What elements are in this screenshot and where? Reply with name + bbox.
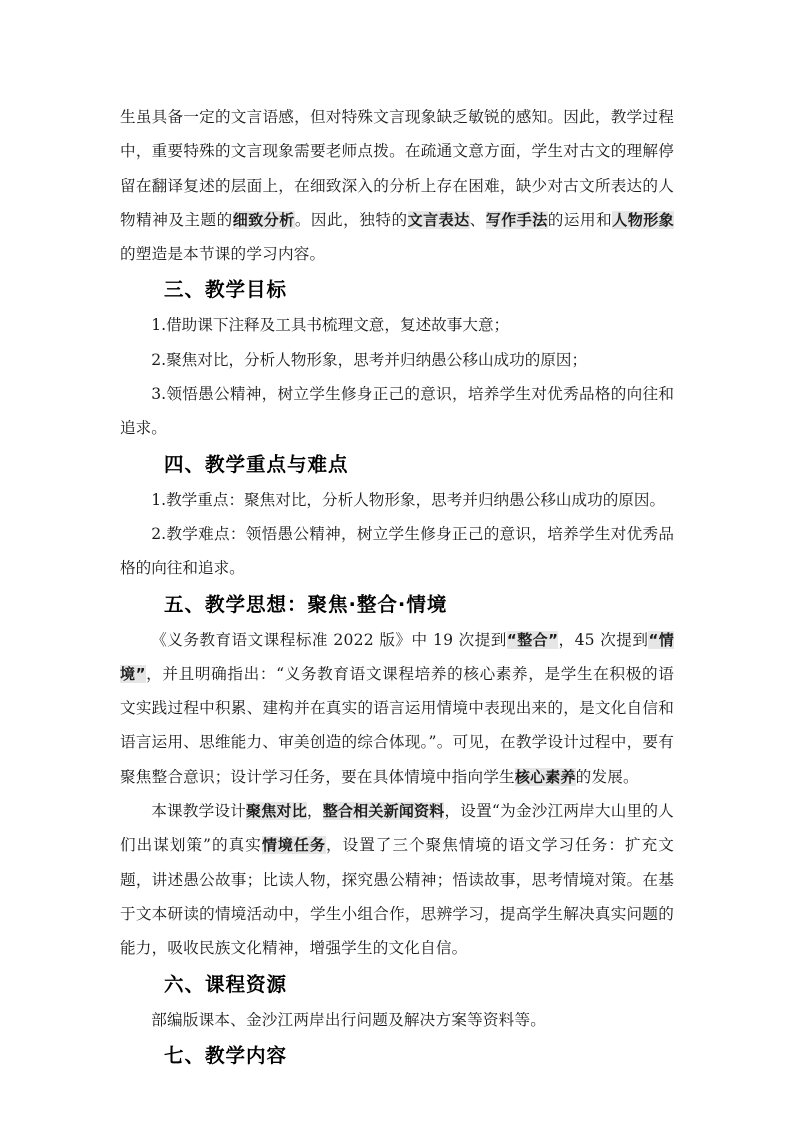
heading-teaching-philosophy: 五、教学思想：聚焦·整合·情境 (164, 592, 448, 616)
text-run: ，设置“为金沙江两岸大山里的人们出谋划策”的真实 (120, 802, 674, 855)
objective-item-1: 1.借助课下注释及工具书梳理文意，复述故事大意； (151, 316, 510, 335)
text-run: 的塑造是本节课的学习内容。 (120, 245, 326, 264)
difficult-point-item: 2.教学难点：领悟愚公精神，树立学生修身正己的意识，培养学生对优秀品格的向往和追求。 (120, 524, 674, 578)
heading-key-and-difficult-points: 四、教学重点与难点 (164, 452, 349, 476)
heading-teaching-objectives: 三、教学目标 (164, 278, 288, 302)
text-run: ，设置了三个聚焦情境的语文学习任务：扩充文题，讲述愚公故事；比读人物，探究愚公精神；悟读故事，思考情境对策。在基于文本研读的情境活动中，学生小组合作，思辨学习，提高学生解决真实问题的能力，吸收民族文化精神，增强学生的文化自信。 (120, 836, 674, 958)
text-run: 本课教学设计 (151, 802, 247, 821)
text-run: ，45 次提到 (558, 630, 649, 649)
highlight-character-image: 人物形象 (612, 210, 674, 229)
heading-teaching-content: 七、教学内容 (164, 1043, 288, 1067)
text-run: 生虽具备一定的文言语感，但对特殊文言现象缺乏敏锐的感知。因此，教学过程中，重要特殊的文言现象需要老师点拨。在疏通文意方面，学生对古文的理解停留在翻译复述的层面上，在细致深入的分析上存在困难，缺少对古文所表达的人物精神及主题的 (120, 108, 674, 229)
paragraph-learning-analysis (120, 100, 674, 271)
text-run: 《义务教育语文课程标准 2022 版》中 19 次提到 (151, 630, 507, 649)
highlight-writing-technique: 写作手法 (485, 210, 548, 229)
text-run: 、 (469, 210, 486, 229)
highlight-core-literacy: 核心素养 (514, 767, 576, 786)
text-run: ，并且明确指出：“义务教育语文课程培养的核心素养，是学生在积极的语文实践过程中积累、建构并在真实的语言运用情境中表现出来的，是文化自信和语言运用、思维能力、审美创造的综合体现。”。可见，在教学设计过程中，要有聚焦整合意识；设计学习任务，要在具体情境中指向学生 (120, 664, 675, 786)
highlight-classical-expression: 文言表达 (407, 210, 470, 229)
heading-course-resources: 六、课程资源 (164, 972, 288, 996)
highlight-integration: “整合” (506, 630, 559, 649)
text-run: 的运用和 (547, 210, 613, 229)
document-body (120, 100, 674, 1074)
highlight-detailed-analysis: 细致分析 (232, 210, 295, 229)
highlight-context: “情境” (120, 630, 675, 683)
highlight-focus-contrast: 聚焦对比 (246, 802, 307, 821)
paragraph-lesson-design (120, 794, 674, 965)
objective-item-2: 2.聚焦对比，分析人物形象，思考并归纳愚公移山成功的原因； (151, 350, 588, 369)
paragraph-course-resources: 部编版课本、金沙江两岸出行问题及解决方案等资料等。 (151, 1010, 547, 1029)
objective-item-3: 3.领悟愚公精神，树立学生修身正己的意识，培养学生对优秀品格的向往和追求。 (120, 385, 674, 438)
text-run: 。因此，独特的 (294, 210, 408, 229)
highlight-context-task: 情境任务 (261, 836, 326, 855)
key-point-item: 1.教学重点：聚焦对比，分析人物形象，思考并归纳愚公移山成功的原因。 (151, 490, 666, 509)
text-run: ， (306, 802, 323, 821)
text-run: 的发展。 (575, 767, 639, 786)
paragraph-curriculum-standard (120, 623, 674, 794)
highlight-integrate-news: 整合相关新闻资料 (322, 802, 445, 821)
